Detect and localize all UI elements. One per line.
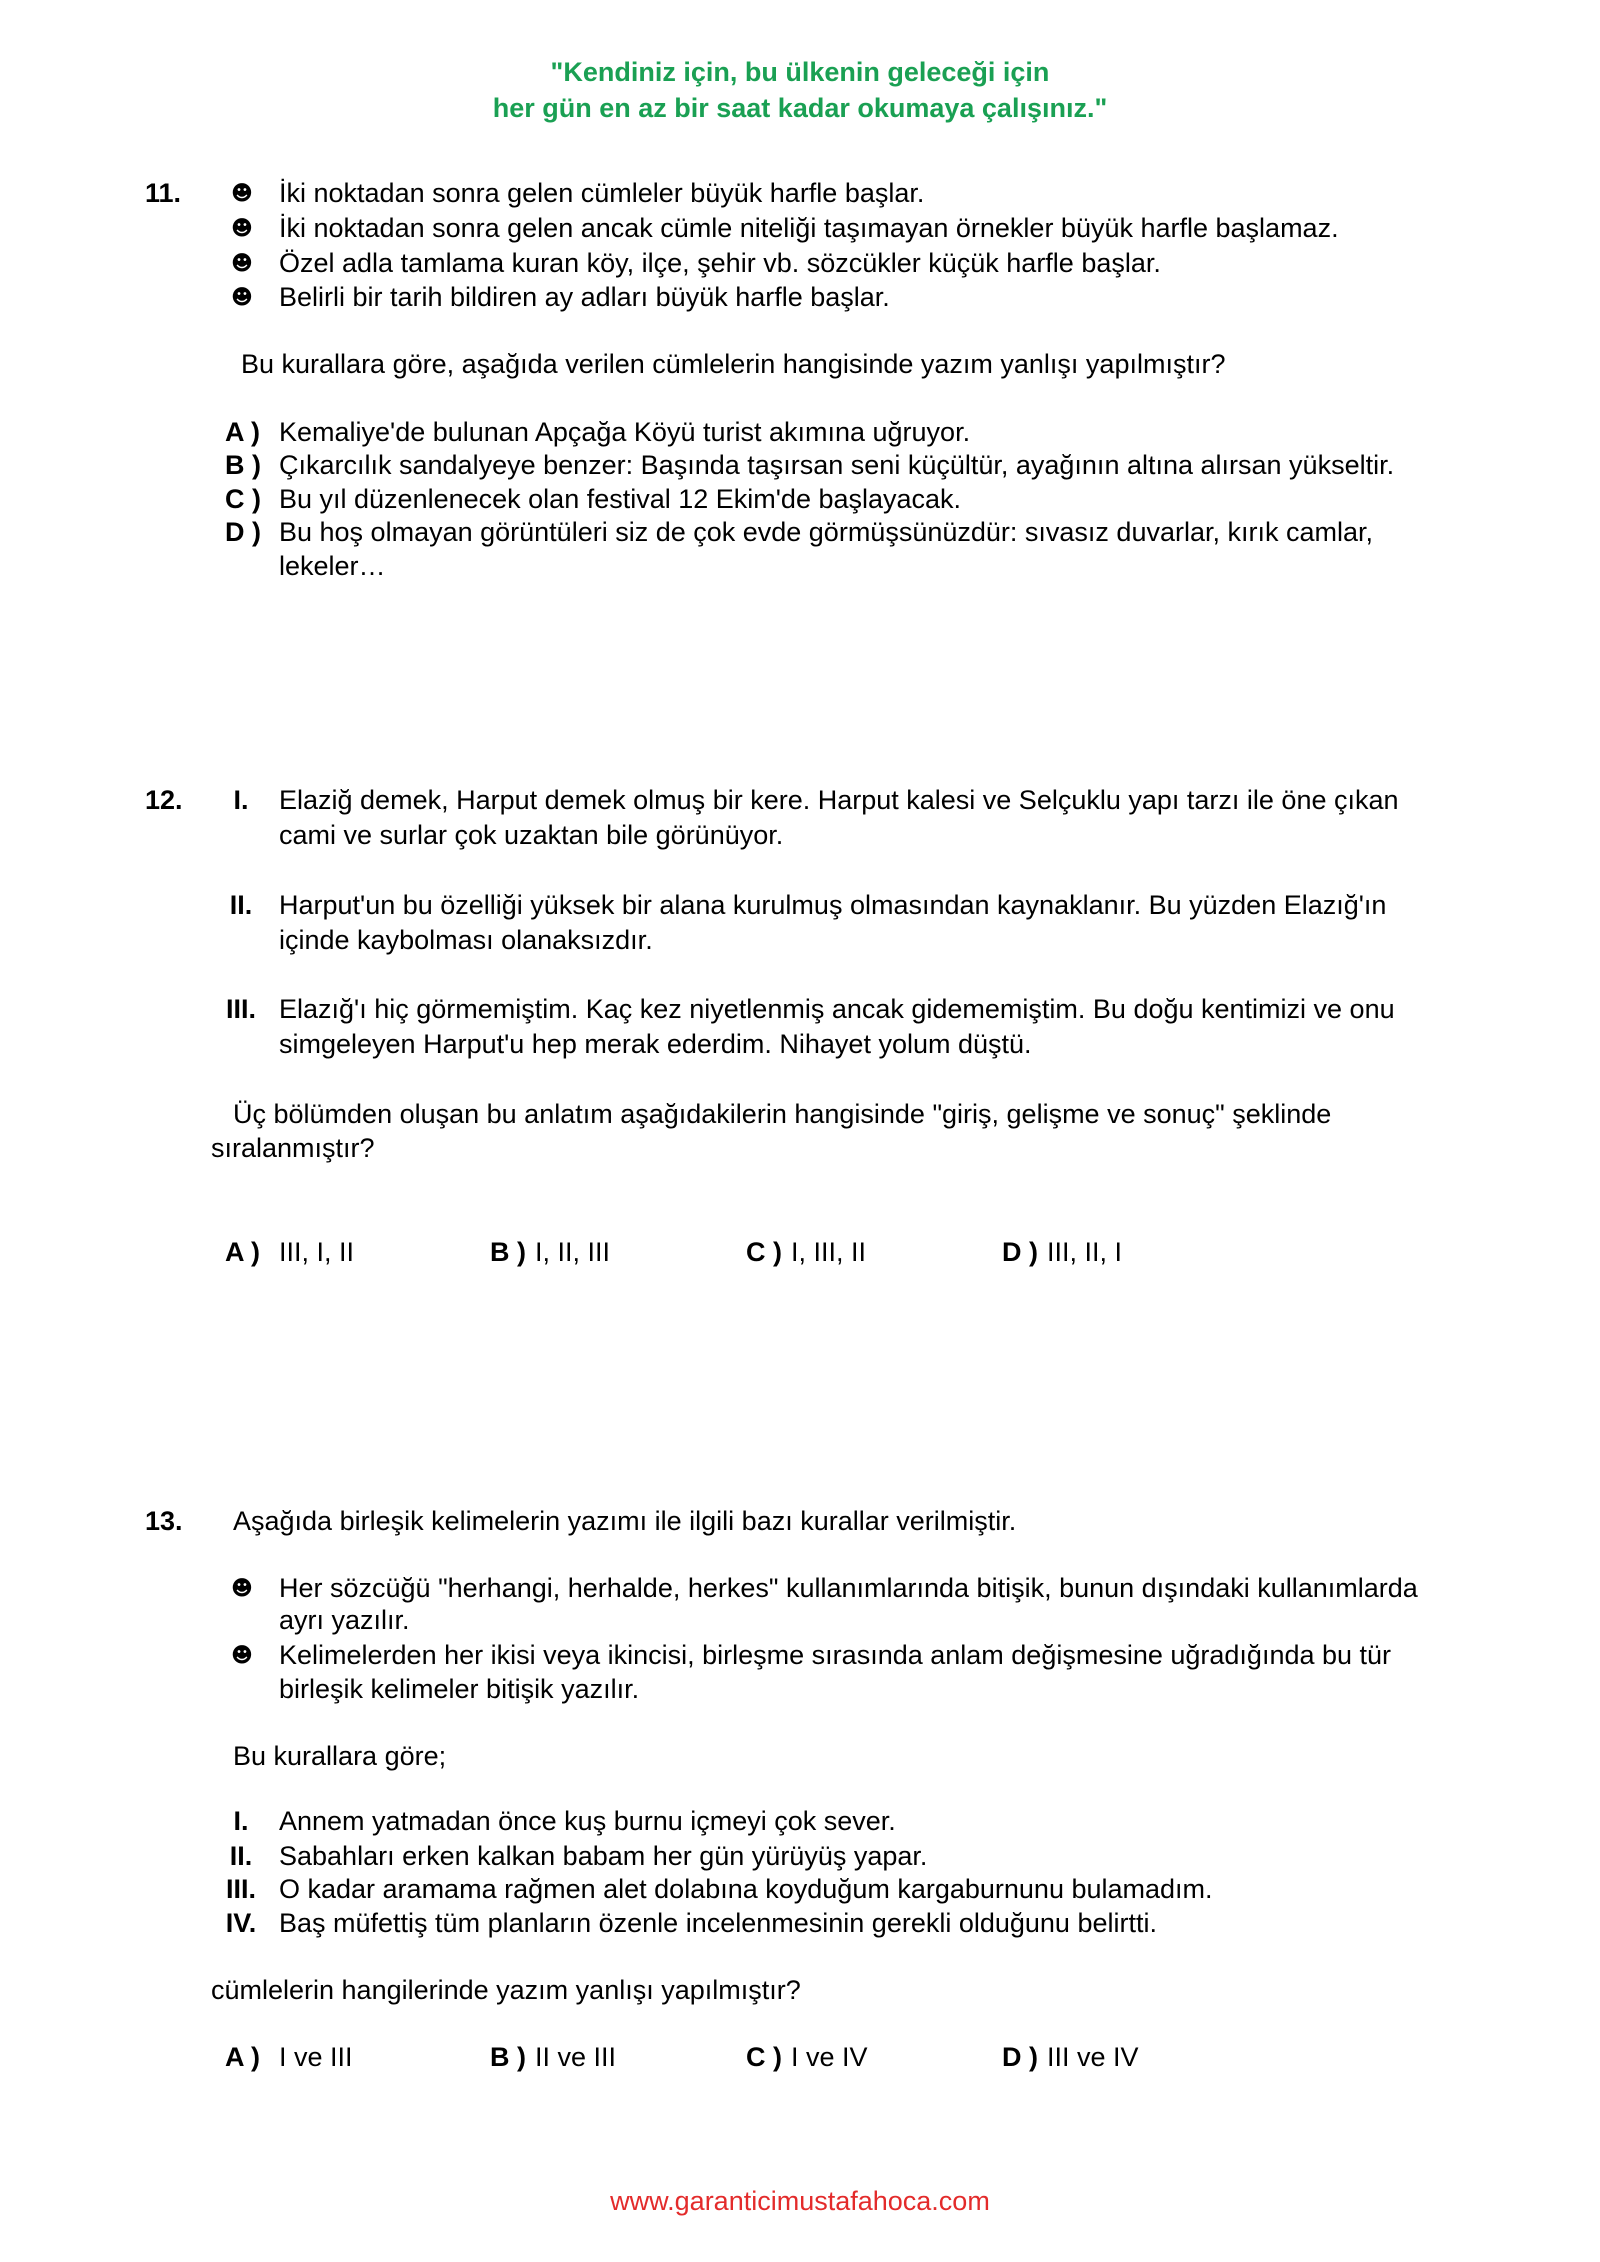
passage-text: Elaziğ demek, Harput demek olmuş bir kere. Harput kalesi ve Selçuklu yapı tarzı ile öne çıkan: [279, 785, 1399, 815]
sentence-label: III.: [225, 1874, 256, 1904]
question-lead: Bu kurallara göre;: [233, 1741, 447, 1771]
question-number: 13.: [145, 1506, 183, 1536]
rule-text-continued: birleşik kelimeler bitişik yazılır.: [279, 1674, 640, 1704]
option-label-b: B ): [490, 2042, 526, 2072]
passage-label: II.: [229, 890, 253, 920]
sentence-text: Sabahları erken kalkan babam her gün yürüyüş yapar.: [279, 1841, 928, 1871]
option-label-d: D ): [225, 517, 261, 547]
rule-text: Her sözcüğü "herhangi, herhalde, herkes" kullanımlarında bitişik, bunun dışındaki kullanımlarda: [279, 1573, 1418, 1603]
answer-options: [0, 2040, 1600, 2074]
option-b: [490, 2040, 616, 2074]
option-label-a: A ): [225, 2042, 260, 2072]
sentence-text: Annem yatmadan önce kuş burnu içmeyi çok sever.: [279, 1806, 896, 1836]
option-label-d: D ): [1002, 1237, 1038, 1267]
option-label-c: C ): [746, 1237, 782, 1267]
question-number: 12.: [145, 785, 183, 815]
option-text-c: I ve IV: [791, 2042, 868, 2072]
question-prompt: cümlelerin hangilerinde yazım yanlışı yapılmıştır?: [211, 1975, 801, 2005]
header-quote-line-2: her gün en az bir saat kadar okumaya çalışınız.": [492, 93, 1108, 123]
option-text-c: I, III, II: [791, 1237, 867, 1267]
option-text-a: Kemaliye'de bulunan Apçağa Köyü turist akımına uğruyor.: [279, 417, 971, 447]
option-text-d-continued: lekeler…: [279, 551, 386, 581]
sentence-label: II.: [229, 1841, 253, 1871]
smiley-bullet-icon: [222, 176, 262, 210]
question-intro: Aşağıda birleşik kelimelerin yazımı ile ilgili bazı kurallar verilmiştir.: [233, 1506, 1017, 1536]
option-text-b: I, II, III: [535, 1237, 611, 1267]
passage-text: içinde kaybolması olanaksızdır.: [279, 925, 653, 955]
rule-text: Özel adla tamlama kuran köy, ilçe, şehir vb. sözcükler küçük harfle başlar.: [279, 248, 1161, 278]
passage-text: cami ve surlar çok uzaktan bile görünüyor.: [279, 820, 784, 850]
option-a: [225, 2040, 353, 2074]
rule-text: İki noktadan sonra gelen cümleler büyük harfle başlar.: [279, 178, 925, 208]
sentence-label: I.: [233, 1806, 249, 1836]
smiley-bullet-icon: [222, 1571, 262, 1605]
sentence-text: Baş müfettiş tüm planların özenle incelenmesinin gerekli olduğunu belirtti.: [279, 1908, 1157, 1938]
question-prompt: Bu kurallara göre, aşağıda verilen cümlelerin hangisinde yazım yanlışı yapılmıştır?: [241, 349, 1226, 379]
smiley-bullet-icon: [222, 280, 262, 314]
option-text-b: II ve III: [535, 2042, 617, 2072]
option-text-d: III ve IV: [1047, 2042, 1139, 2072]
option-d: [1002, 1235, 1122, 1269]
passage-text: Elazığ'ı hiç görmemiştim. Kaç kez niyetlenmiş ancak gidememiştim. Bu doğu kentimizi ve onu: [279, 994, 1395, 1024]
option-text-c: Bu yıl düzenlenecek olan festival 12 Ekim'de başlayacak.: [279, 484, 962, 514]
option-c: [746, 1235, 866, 1269]
option-text-d: Bu hoş olmayan görüntüleri siz de çok evde görmüşsünüzdür: sıvasız duvarlar, kırık camlar,: [279, 517, 1374, 547]
option-text-a: III, I, II: [279, 1237, 355, 1267]
rule-text: Belirli bir tarih bildiren ay adları büyük harfle başlar.: [279, 282, 890, 312]
sentence-label: IV.: [225, 1908, 257, 1938]
option-label-b: B ): [225, 450, 261, 480]
passage-text: simgeleyen Harput'u hep merak ederdim. Nihayet yolum düştü.: [279, 1029, 1032, 1059]
passage-label: I.: [233, 785, 249, 815]
option-d: [1002, 2040, 1139, 2074]
option-a: [225, 1235, 354, 1269]
option-label-d: D ): [1002, 2042, 1038, 2072]
question-prompt: Üç bölümden oluşan bu anlatım aşağıdakilerin hangisinde "giriş, gelişme ve sonuç" şeklinde: [233, 1099, 1332, 1129]
option-text-a: I ve III: [279, 2042, 353, 2072]
footer-website-url: www.garanticimustafahoca.com: [610, 2186, 990, 2216]
question-prompt-continued: sıralanmıştır?: [211, 1133, 375, 1163]
passage-text: Harput'un bu özelliği yüksek bir alana kurulmuş olmasından kaynaklanır. Bu yüzden Elazığ'ın: [279, 890, 1387, 920]
question-number: 11.: [145, 178, 182, 208]
rule-text-continued: ayrı yazılır.: [279, 1605, 410, 1635]
option-b: [490, 1235, 610, 1269]
option-text-d: III, II, I: [1047, 1237, 1123, 1267]
option-text-b: Çıkarcılık sandalyeye benzer: Başında taşırsan seni küçültür, ayağının altına alırsan yükseltir.: [279, 450, 1395, 480]
option-label-b: B ): [490, 1237, 526, 1267]
smiley-bullet-icon: [222, 1638, 262, 1672]
passage-label: III.: [225, 994, 256, 1024]
answer-options: [0, 1235, 1600, 1269]
option-label-a: A ): [225, 417, 260, 447]
option-label-c: C ): [746, 2042, 782, 2072]
option-label-a: A ): [225, 1237, 260, 1267]
sentence-text: O kadar aramama rağmen alet dolabına koyduğum kargaburnunu bulamadım.: [279, 1874, 1213, 1904]
header-quote-line-1: "Kendiniz için, bu ülkenin geleceği için: [550, 57, 1050, 87]
option-c: [746, 2040, 868, 2074]
rule-text: Kelimelerden her ikisi veya ikincisi, birleşme sırasında anlam değişmesine uğradığında bu tür: [279, 1640, 1392, 1670]
rule-text: İki noktadan sonra gelen ancak cümle niteliği taşımayan örnekler büyük harfle başlamaz.: [279, 213, 1339, 243]
smiley-bullet-icon: [222, 246, 262, 280]
option-label-c: C ): [225, 484, 261, 514]
smiley-bullet-icon: [222, 211, 262, 245]
